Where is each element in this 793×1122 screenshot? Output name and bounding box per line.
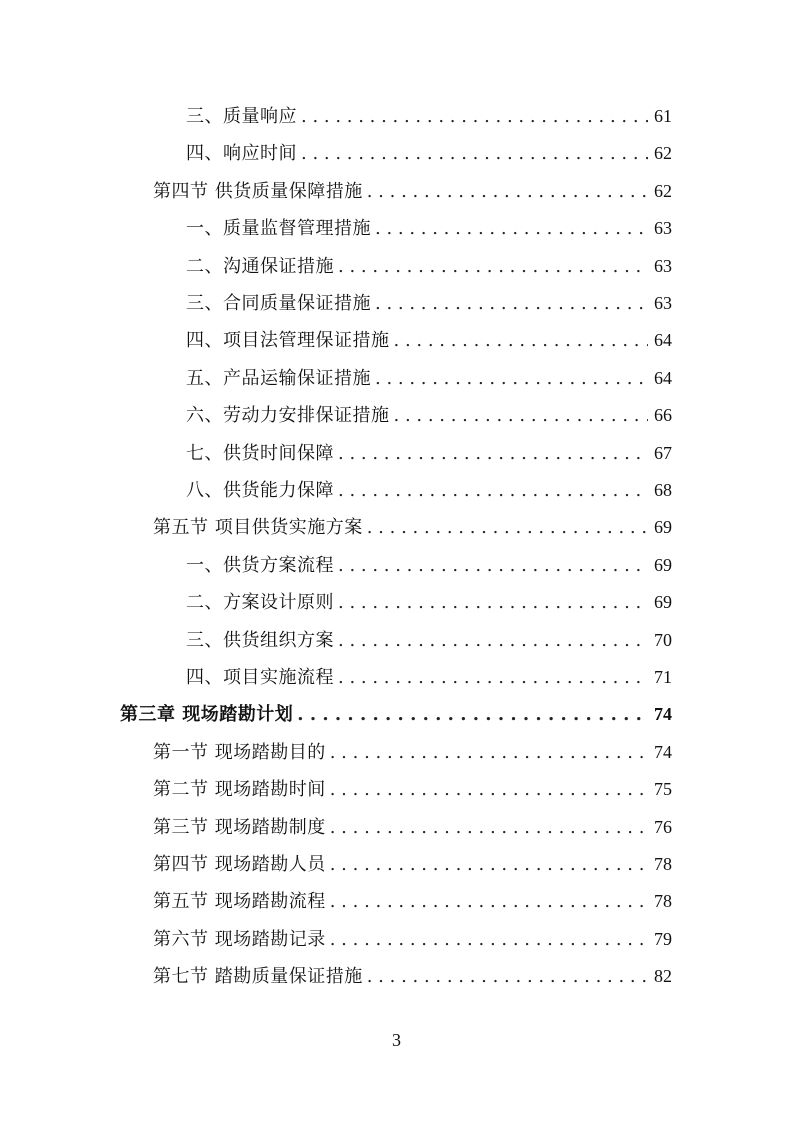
toc-entry-label: 六、劳动力安排保证措施 — [186, 405, 390, 427]
toc-leader-dots — [338, 439, 648, 468]
toc-entry[interactable] — [186, 400, 672, 430]
toc-entry[interactable] — [186, 438, 672, 468]
toc-entry[interactable] — [153, 176, 672, 206]
toc-entry[interactable] — [186, 625, 672, 655]
toc-entry-label: 二、方案设计原则 — [186, 592, 334, 614]
toc-leader-dots — [330, 887, 648, 916]
toc-entry[interactable] — [186, 475, 672, 505]
toc-leader-dots — [394, 401, 649, 430]
toc-leader-dots — [367, 513, 648, 542]
toc-entry-page: 67 — [654, 442, 672, 463]
toc-entry[interactable] — [153, 512, 672, 542]
toc-entry-label: 一、质量监督管理措施 — [186, 218, 371, 240]
toc-entry-page: 69 — [654, 554, 672, 575]
toc-entry-label: 第一节 现场踏勘目的 — [153, 741, 326, 763]
toc-entry-page: 61 — [654, 106, 672, 126]
toc-entry[interactable] — [186, 251, 672, 281]
toc-entry-label: 五、产品运输保证措施 — [186, 367, 371, 389]
toc-entry[interactable] — [186, 550, 672, 580]
toc-entry-label: 第四节 供货质量保障措施 — [153, 180, 363, 202]
toc-leader-dots — [301, 139, 648, 168]
toc-entry-page: 68 — [654, 480, 672, 500]
toc-entry-page: 70 — [654, 629, 672, 650]
toc-entry[interactable] — [153, 961, 672, 991]
toc-entry-page: 79 — [654, 928, 672, 949]
toc-entry-label: 七、供货时间保障 — [186, 442, 334, 464]
toc-leader-dots — [330, 738, 648, 767]
toc-entry-page: 75 — [654, 779, 672, 800]
toc-entry[interactable] — [153, 849, 672, 879]
toc-entry-page: 64 — [654, 367, 672, 388]
toc-leader-dots — [375, 214, 648, 243]
toc-leader-dots — [375, 364, 648, 393]
toc-entry-label: 第三节 现场踏勘制度 — [153, 816, 326, 838]
toc-entry-label: 第二节 现场踏勘时间 — [153, 779, 326, 801]
toc-entry[interactable] — [153, 886, 672, 916]
toc-entry-page: 74 — [654, 741, 672, 762]
toc-entry-page: 82 — [654, 966, 672, 987]
toc-entry-label: 三、供货组织方案 — [186, 629, 334, 651]
toc-entry-label: 二、沟通保证措施 — [186, 255, 334, 277]
toc-leader-dots — [367, 962, 648, 991]
toc-leader-dots — [301, 102, 648, 131]
toc-entry-page: 78 — [654, 854, 672, 874]
toc-entry-page: 78 — [654, 891, 672, 912]
toc-entry[interactable] — [186, 288, 672, 318]
toc-entry-label: 四、响应时间 — [186, 143, 297, 165]
toc-entry[interactable] — [186, 662, 672, 692]
toc-entry-page: 69 — [654, 517, 672, 538]
toc-entry-page: 62 — [654, 180, 672, 201]
toc-entry-page: 76 — [654, 816, 672, 837]
toc-entry-page: 63 — [654, 218, 672, 239]
toc-leader-dots — [338, 252, 648, 281]
toc-leader-dots — [330, 775, 648, 804]
toc-entry[interactable] — [153, 737, 672, 767]
toc-entry-label: 第四节 现场踏勘人员 — [153, 854, 326, 875]
toc-entry[interactable] — [153, 924, 672, 954]
toc-entry-label: 第三章 现场踏勘计划 — [120, 704, 294, 726]
toc-entry-label: 第五节 项目供货实施方案 — [153, 517, 363, 539]
toc-entry-page: 63 — [654, 255, 672, 276]
toc-entry[interactable] — [153, 812, 672, 842]
page-number: 3 — [392, 1030, 401, 1050]
toc-leader-dots — [338, 663, 648, 692]
toc-entry-label: 三、合同质量保证措施 — [186, 293, 371, 314]
toc-entry-label: 四、项目实施流程 — [186, 667, 334, 688]
toc-entry[interactable] — [186, 587, 672, 617]
toc-entry[interactable] — [186, 363, 672, 393]
toc-leader-dots — [394, 326, 649, 355]
toc-entry-page: 71 — [654, 667, 672, 687]
toc-leader-dots — [330, 850, 648, 879]
toc-leader-dots — [297, 700, 648, 729]
toc-entry-page: 66 — [654, 405, 672, 426]
toc-entry[interactable] — [120, 699, 672, 729]
toc-entry-label: 四、项目法管理保证措施 — [186, 330, 390, 352]
toc-entry-page: 74 — [654, 704, 672, 725]
toc-entry-page: 63 — [654, 293, 672, 313]
toc-leader-dots — [330, 925, 648, 954]
toc-leader-dots — [338, 551, 648, 580]
toc-entry-label: 第五节 现场踏勘流程 — [153, 891, 326, 913]
toc-entry-label: 三、质量响应 — [186, 106, 297, 127]
toc-entry[interactable] — [186, 101, 672, 131]
toc-entry[interactable] — [153, 774, 672, 804]
toc-leader-dots — [367, 177, 648, 206]
toc-entry[interactable] — [186, 138, 672, 168]
toc-entry[interactable] — [186, 213, 672, 243]
toc-entry-label: 八、供货能力保障 — [186, 480, 334, 501]
toc-entry-label: 第七节 踏勘质量保证措施 — [153, 966, 363, 988]
toc-entry-page: 69 — [654, 592, 672, 613]
toc-entry-page: 62 — [654, 143, 672, 164]
toc-leader-dots — [338, 588, 648, 617]
toc-entry-label: 第六节 现场踏勘记录 — [153, 928, 326, 950]
toc-entry[interactable] — [186, 325, 672, 355]
toc-leader-dots — [375, 289, 648, 318]
toc-entry-page: 64 — [654, 330, 672, 351]
toc-leader-dots — [330, 813, 648, 842]
toc-entry-label: 一、供货方案流程 — [186, 554, 334, 576]
toc-leader-dots — [338, 476, 648, 505]
toc-leader-dots — [338, 626, 648, 655]
